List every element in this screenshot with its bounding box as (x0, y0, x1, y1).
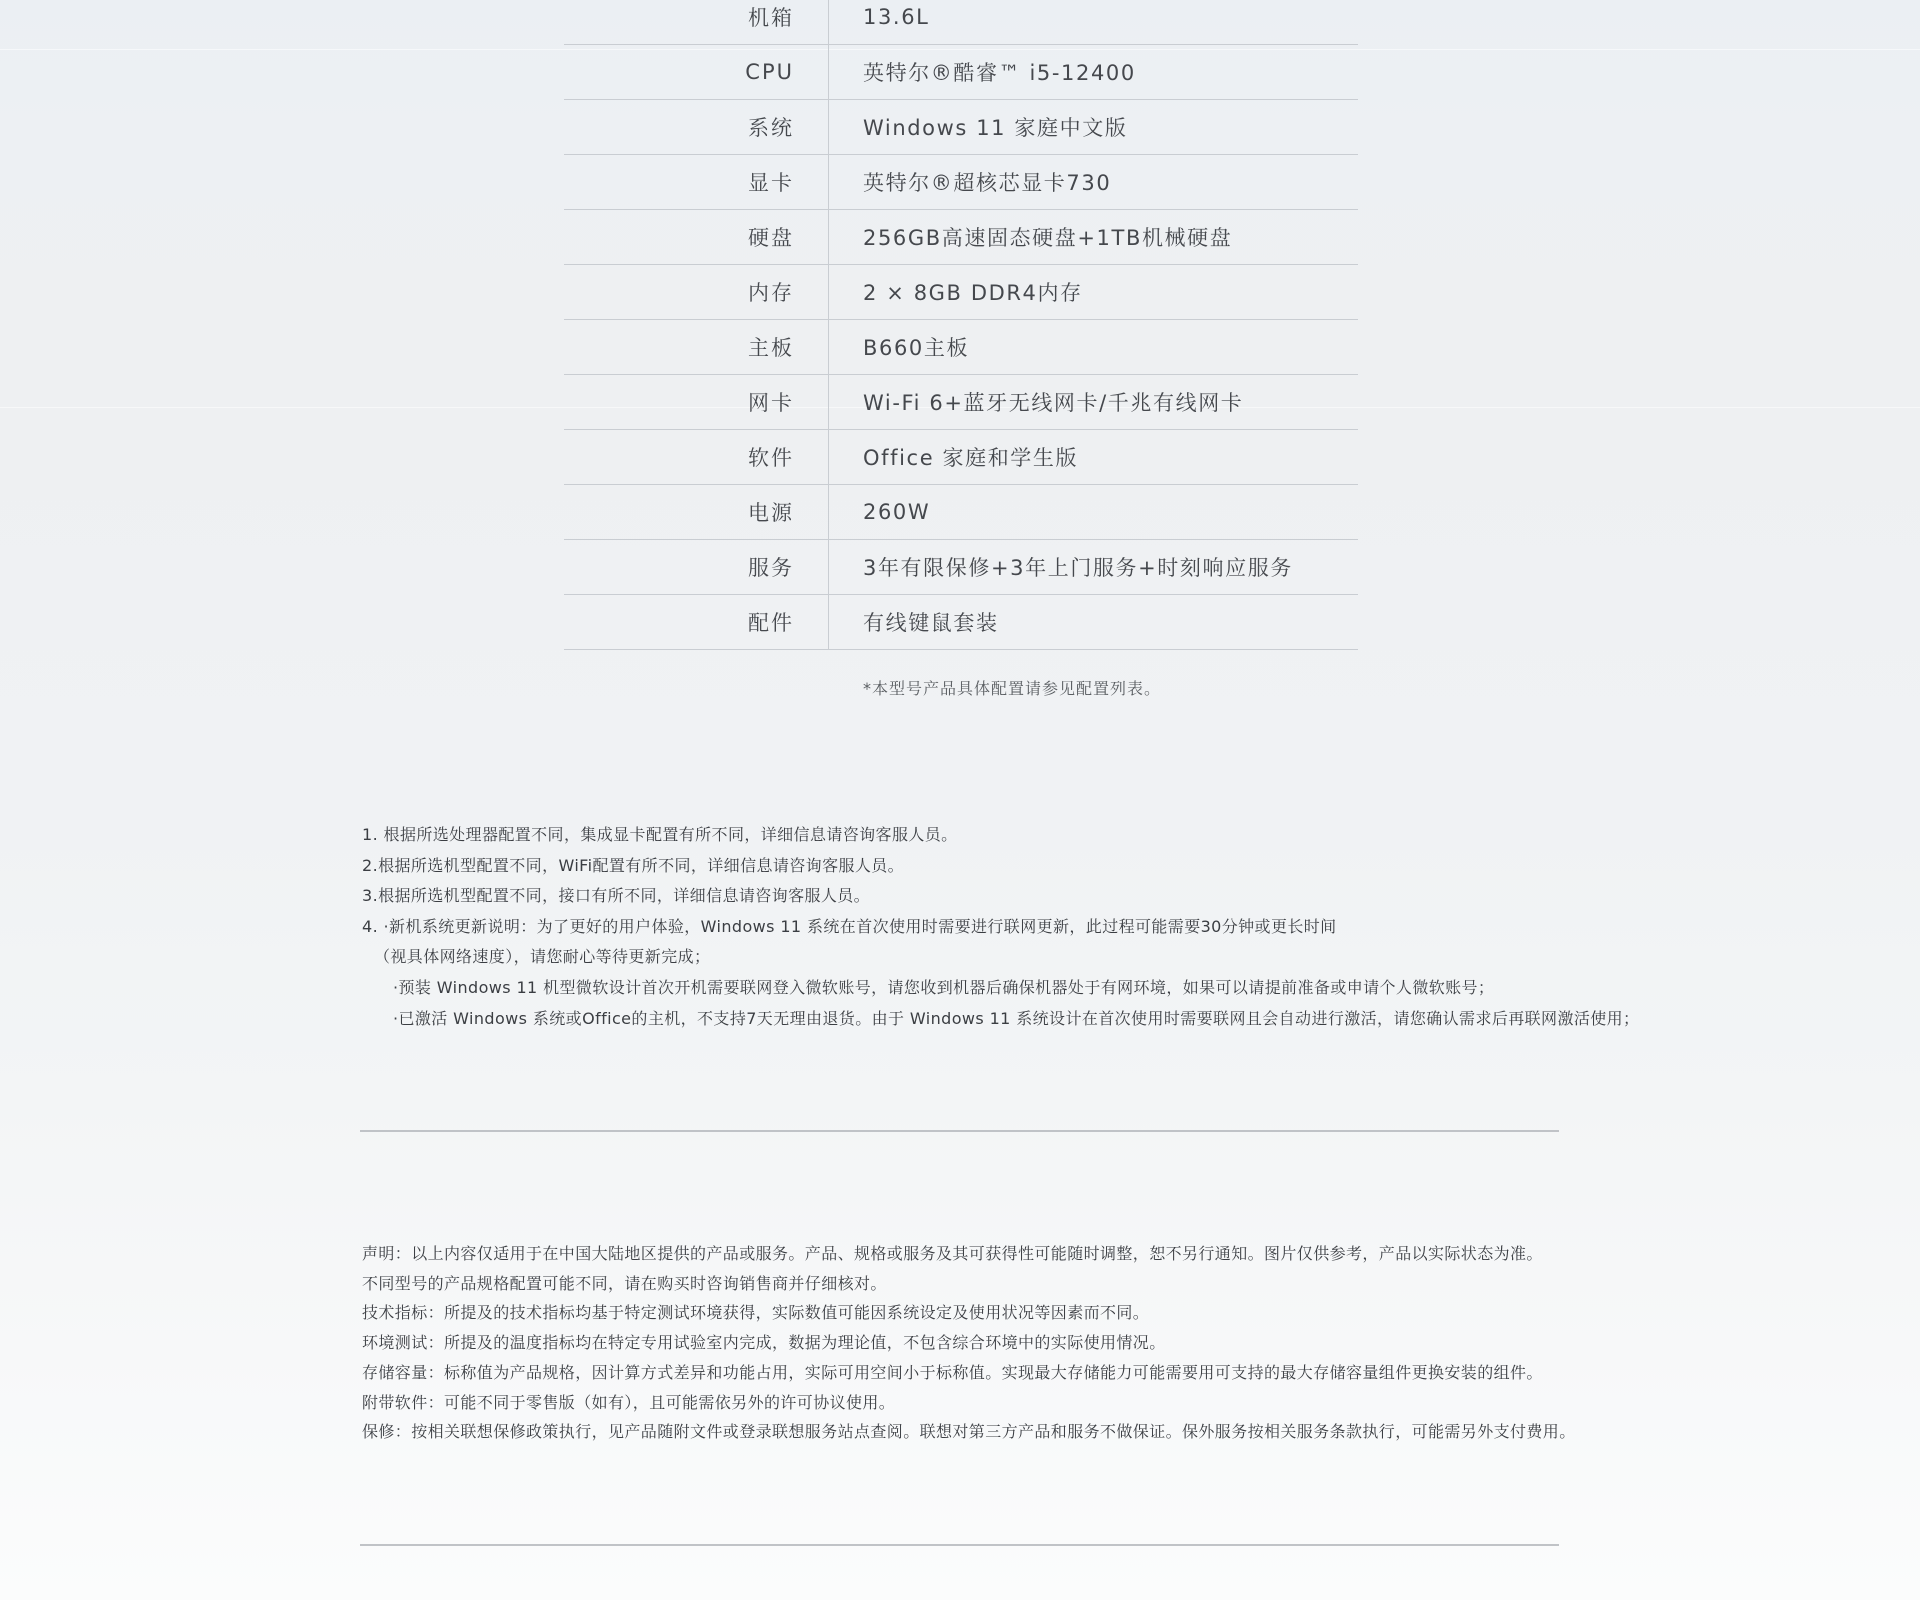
spec-table-row (564, 320, 1358, 375)
disclaimer-line: 不同型号的产品规格配置可能不同，请在购买时咨询销售商并仔细核对。 (362, 1273, 887, 1293)
spec-table-row (564, 430, 1358, 485)
spec-row-value: 有线键鼠套装 (863, 611, 999, 635)
spec-row-value: B660主板 (863, 336, 970, 360)
spec-table-row (564, 595, 1358, 650)
note-line: 3.根据所选机型配置不同，接口有所不同，详细信息请咨询客服人员。 (362, 886, 871, 906)
disclaimer-line: 保修：按相关联想保修政策执行，见产品随附文件或登录联想服务站点查阅。联想对第三方产品和服务不做保证。保外服务按相关服务条款执行，可能需另外支付费用。 (362, 1422, 1576, 1442)
spec-row-value: 260W (863, 500, 931, 524)
spec-row-value: Wi-Fi 6+蓝牙无线网卡/千兆有线网卡 (863, 391, 1244, 415)
spec-row-value: 13.6L (863, 5, 930, 29)
spec-table-row (564, 100, 1358, 155)
spec-table (564, 0, 1358, 650)
spec-table-row (564, 210, 1358, 265)
spec-row-label: CPU (745, 60, 794, 84)
spec-row-label: 主板 (748, 336, 794, 360)
note-line: 2.根据所选机型配置不同，WiFi配置有所不同，详细信息请咨询客服人员。 (362, 855, 905, 875)
disclaimer-line: 声明：以上内容仅适用于在中国大陆地区提供的产品或服务。产品、规格或服务及其可获得性可能随时调整，恕不另行通知。图片仅供参考，产品以实际状态为准。 (362, 1244, 1543, 1263)
note-line: ·已激活 Windows 系统或Office的主机，不支持7天无理由退货。由于 Windows 11 系统设计在首次使用时需要联网且会自动进行激活，请您确认需求后再联网激活使用； (393, 1008, 1640, 1028)
spec-table-row (564, 0, 1358, 45)
config-footnote: *本型号产品具体配置请参见配置列表。 (863, 679, 1162, 698)
spec-row-value: 256GB高速固态硬盘+1TB机械硬盘 (863, 226, 1233, 250)
spec-row-value: 英特尔®超核芯显卡730 (863, 171, 1112, 195)
disclaimer-line: 环境测试：所提及的温度指标均在特定专用试验室内完成，数据为理论值，不包含综合环境中的实际使用情况。 (362, 1333, 1166, 1353)
disclaimer-line: 技术指标：所提及的技术指标均基于特定测试环境获得，实际数值可能因系统设定及使用状况等因素而不同。 (362, 1303, 1150, 1323)
spec-table-rows (564, 0, 1358, 650)
notes-block (362, 820, 1662, 1034)
spec-row-value: 3年有限保修+3年上门服务+时刻响应服务 (863, 556, 1293, 580)
table-column-divider (828, 0, 829, 650)
spec-row-value: 英特尔®酷睿™ i5-12400 (863, 61, 1136, 85)
spec-table-row (564, 540, 1358, 595)
disclaimer-block (362, 1239, 1662, 1447)
spec-table-row (564, 375, 1358, 430)
spec-table-row (564, 45, 1358, 100)
section-divider-bottom (360, 1544, 1559, 1546)
spec-row-value: Windows 11 家庭中文版 (863, 116, 1128, 140)
spec-row-label: 显卡 (748, 171, 794, 195)
spec-row-label: 系统 (748, 116, 794, 140)
spec-row-label: 内存 (748, 281, 794, 305)
spec-row-label: 服务 (748, 556, 794, 580)
spec-row-label: 硬盘 (748, 226, 794, 250)
section-divider-top (360, 1130, 1559, 1132)
note-line: （视具体网络速度），请您耐心等待更新完成； (374, 947, 711, 967)
spec-table-row (564, 485, 1358, 540)
note-line: ·预装 Windows 11 机型微软设计首次开机需要联网登入微软账号，请您收到机器后确保机器处于有网环境，如果可以请提前准备或申请个人微软账号； (393, 977, 1495, 997)
spec-table-row (564, 155, 1358, 210)
spec-row-label: 软件 (748, 446, 794, 470)
spec-row-label: 电源 (748, 501, 794, 525)
disclaimer-line: 附带软件：可能不同于零售版（如有），且可能需依另外的许可协议使用。 (362, 1392, 896, 1412)
note-line: 4. ·新机系统更新说明：为了更好的用户体验，Windows 11 系统在首次使用时需要进行联网更新，此过程可能需要30分钟或更长时间 (362, 916, 1337, 936)
spec-row-label: 网卡 (748, 391, 794, 415)
note-line: 1. 根据所选处理器配置不同，集成显卡配置有所不同，详细信息请咨询客服人员。 (362, 825, 958, 844)
disclaimer-line: 存储容量：标称值为产品规格，因计算方式差异和功能占用，实际可用空间小于标称值。实现最大存储能力可能需要用可支持的最大存储容量组件更换安装的组件。 (362, 1362, 1543, 1382)
spec-row-label: 配件 (748, 611, 794, 635)
spec-table-row (564, 265, 1358, 320)
spec-row-value: 2 × 8GB DDR4内存 (863, 281, 1083, 305)
spec-row-value: Office 家庭和学生版 (863, 446, 1079, 470)
spec-row-label: 机箱 (748, 6, 794, 30)
